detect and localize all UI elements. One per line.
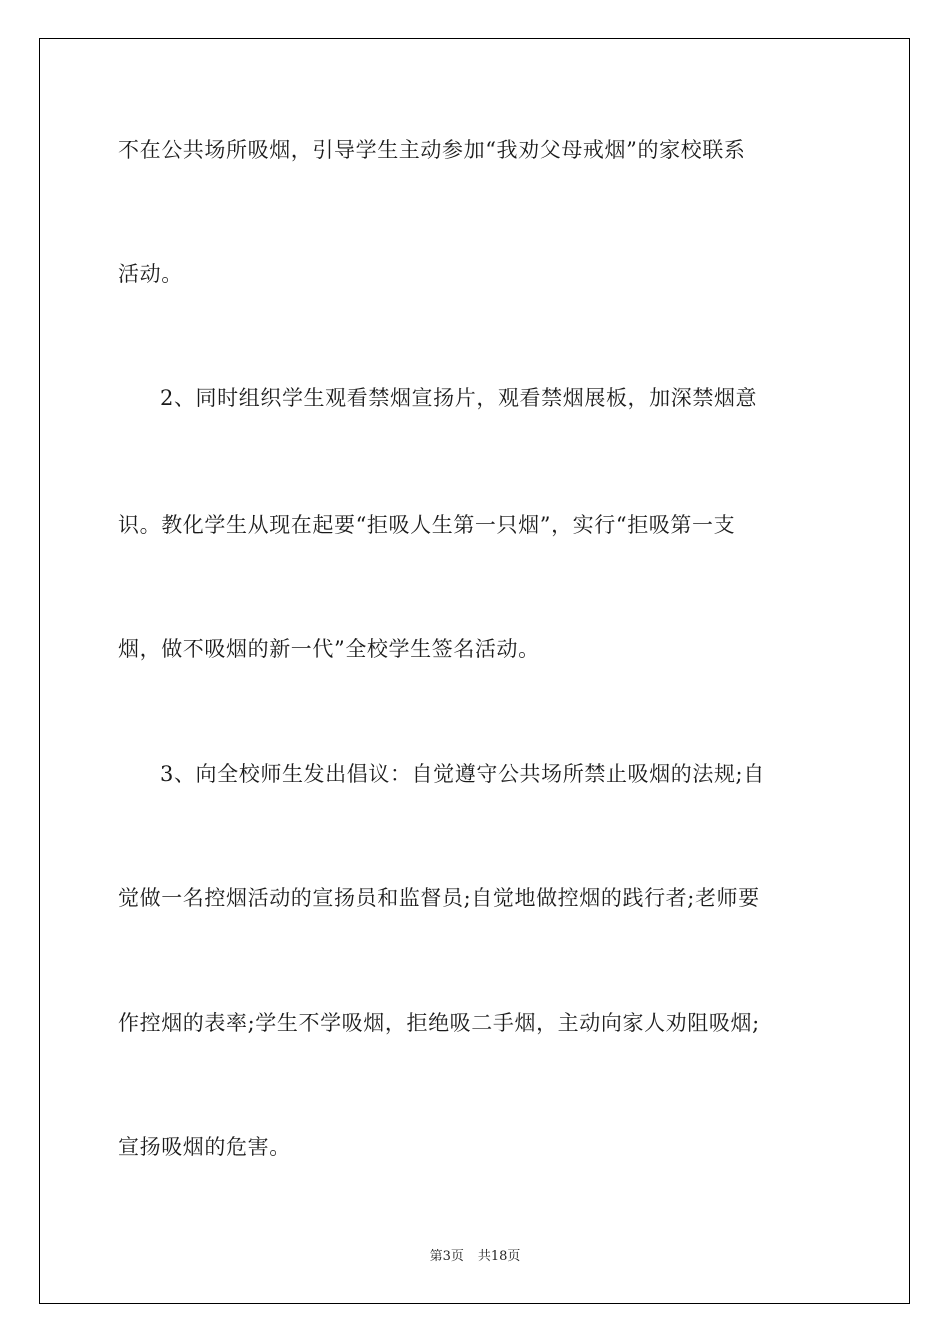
paragraph-2-line-1: 2、同时组织学生观看禁烟宣扬片，观看禁烟展板，加深禁烟意: [160, 386, 758, 410]
text-line-2: 活动。: [118, 262, 183, 286]
text-line-1: 不在公共场所吸烟，引导学生主动参加“我劝父母戒烟”的家校联系: [118, 138, 746, 162]
paragraph-3-line-3: 作控烟的表率;学生不学吸烟，拒绝吸二手烟，主动向家人劝阻吸烟;: [118, 1011, 760, 1035]
paragraph-3-line-2: 觉做一名控烟活动的宣扬员和监督员;自觉地做控烟的践行者;老师要: [118, 886, 760, 910]
paragraph-2-line-2: 识。教化学生从现在起要“拒吸人生第一只烟”，实行“拒吸第一支: [118, 513, 736, 537]
page-footer: [0, 1248, 950, 1266]
page-number: 第3页: [429, 1249, 464, 1264]
paragraph-2-line-3: 烟，做不吸烟的新一代”全校学生签名活动。: [118, 637, 540, 661]
total-pages: 共18页: [477, 1249, 521, 1264]
paragraph-3-line-1: 3、向全校师生发出倡议：自觉遵守公共场所禁止吸烟的法规;自: [160, 762, 765, 786]
page-frame: [39, 38, 910, 1304]
paragraph-3-line-4: 宣扬吸烟的危害。: [118, 1135, 291, 1159]
